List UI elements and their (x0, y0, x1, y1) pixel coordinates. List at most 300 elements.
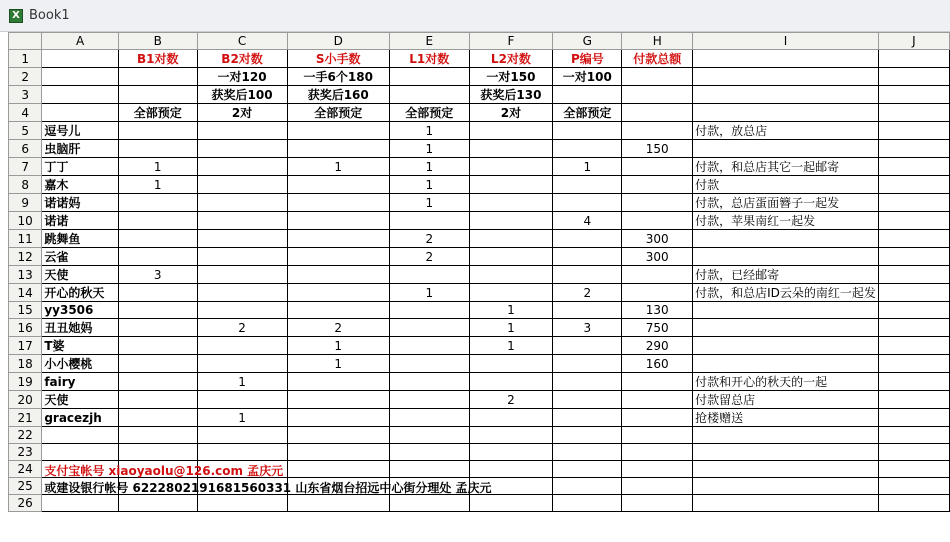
count-cell[interactable]: 4 (553, 212, 622, 230)
count-cell[interactable] (553, 266, 622, 284)
count-cell[interactable] (287, 284, 389, 302)
note-cell[interactable] (693, 248, 879, 266)
count-cell[interactable] (287, 122, 389, 140)
count-cell[interactable] (197, 230, 287, 248)
column-header-b[interactable]: B (118, 33, 197, 50)
header-cell-f1[interactable]: L2对数 (469, 50, 553, 68)
name-cell[interactable]: 嘉木 (42, 176, 119, 194)
row-header[interactable]: 6 (9, 140, 42, 158)
cell[interactable] (553, 478, 622, 495)
cell[interactable] (693, 495, 879, 512)
status-cell-e4[interactable]: 全部预定 (389, 104, 469, 122)
row-header[interactable]: 20 (9, 391, 42, 409)
count-cell[interactable] (118, 284, 197, 302)
count-cell[interactable] (197, 122, 287, 140)
count-cell[interactable] (197, 212, 287, 230)
note-cell[interactable]: 付款，和总店ID云朵的南红一起发 (693, 284, 879, 302)
note-cell[interactable]: 付款，放总店 (693, 122, 879, 140)
row-header[interactable]: 4 (9, 104, 42, 122)
count-cell[interactable]: 2 (389, 230, 469, 248)
total-cell[interactable] (622, 391, 693, 409)
count-cell[interactable] (287, 248, 389, 266)
cell[interactable] (878, 427, 949, 444)
count-cell[interactable] (553, 391, 622, 409)
count-cell[interactable]: 1 (287, 355, 389, 373)
total-cell[interactable]: 750 (622, 319, 693, 337)
count-cell[interactable] (118, 409, 197, 427)
count-cell[interactable] (118, 248, 197, 266)
count-cell[interactable] (469, 158, 553, 176)
count-cell[interactable] (553, 194, 622, 212)
name-cell[interactable]: 丑丑她妈 (42, 319, 119, 337)
row-header[interactable]: 11 (9, 230, 42, 248)
count-cell[interactable]: 1 (389, 158, 469, 176)
cell[interactable] (878, 409, 949, 427)
column-header-d[interactable]: D (287, 33, 389, 50)
price-cell-f2[interactable]: 一对150 (469, 68, 553, 86)
count-cell[interactable]: 1 (469, 302, 553, 319)
total-cell[interactable]: 130 (622, 302, 693, 319)
note-cell[interactable]: 付款和开心的秋天的一起 (693, 373, 879, 391)
count-cell[interactable] (197, 337, 287, 355)
count-cell[interactable] (389, 266, 469, 284)
name-cell[interactable]: 云雀 (42, 248, 119, 266)
cell[interactable] (878, 337, 949, 355)
name-cell[interactable]: 跳舞鱼 (42, 230, 119, 248)
count-cell[interactable] (118, 391, 197, 409)
count-cell[interactable]: 1 (287, 158, 389, 176)
cell[interactable] (42, 86, 119, 104)
count-cell[interactable] (197, 427, 287, 444)
note-cell[interactable]: 付款，和总店其它一起邮寄 (693, 158, 879, 176)
count-cell[interactable] (287, 391, 389, 409)
status-cell-g4[interactable]: 全部预定 (553, 104, 622, 122)
row-header[interactable]: 22 (9, 427, 42, 444)
count-cell[interactable] (553, 355, 622, 373)
note-cell[interactable]: 付款，已经邮寄 (693, 266, 879, 284)
cell[interactable] (622, 461, 693, 478)
count-cell[interactable] (118, 230, 197, 248)
count-cell[interactable] (553, 248, 622, 266)
row-header[interactable]: 13 (9, 266, 42, 284)
row-header[interactable]: 5 (9, 122, 42, 140)
cell[interactable] (622, 478, 693, 495)
cell[interactable] (878, 391, 949, 409)
cell[interactable] (878, 86, 949, 104)
cell[interactable] (553, 86, 622, 104)
sheet-row-24 (9, 461, 950, 478)
name-cell[interactable]: 天使 (42, 391, 119, 409)
count-cell[interactable] (118, 444, 197, 461)
count-cell[interactable] (389, 355, 469, 373)
cell[interactable] (878, 248, 949, 266)
cell[interactable] (878, 266, 949, 284)
count-cell[interactable] (553, 427, 622, 444)
count-cell[interactable]: 3 (553, 319, 622, 337)
name-cell[interactable] (42, 444, 119, 461)
count-cell[interactable] (553, 337, 622, 355)
count-cell[interactable] (389, 212, 469, 230)
count-cell[interactable] (118, 373, 197, 391)
price-cell-d2[interactable]: 一手6个180 (287, 68, 389, 86)
row-header[interactable]: 19 (9, 373, 42, 391)
count-cell[interactable] (118, 319, 197, 337)
cell[interactable] (469, 495, 553, 512)
cell[interactable] (878, 478, 949, 495)
row-header[interactable]: 9 (9, 194, 42, 212)
cell[interactable] (878, 355, 949, 373)
total-cell[interactable] (622, 284, 693, 302)
count-cell[interactable] (287, 373, 389, 391)
table-row (9, 337, 950, 355)
price-cell-d3[interactable]: 获奖后160 (287, 86, 389, 104)
name-cell[interactable]: 逗号儿 (42, 122, 119, 140)
count-cell[interactable] (287, 302, 389, 319)
count-cell[interactable] (197, 302, 287, 319)
table-row (9, 427, 950, 444)
cell[interactable] (878, 319, 949, 337)
window-title: Book1 (29, 8, 70, 23)
column-header-a[interactable]: A (42, 33, 119, 50)
count-cell[interactable] (553, 302, 622, 319)
count-cell[interactable]: 1 (118, 158, 197, 176)
row-header[interactable]: 26 (9, 495, 42, 512)
status-cell-d4[interactable]: 全部预定 (287, 104, 389, 122)
header-cell-c1[interactable]: B2对数 (197, 50, 287, 68)
cell[interactable] (622, 68, 693, 86)
cell[interactable] (42, 68, 119, 86)
spreadsheet-grid[interactable] (8, 32, 950, 512)
count-cell[interactable] (197, 444, 287, 461)
count-cell[interactable]: 2 (197, 319, 287, 337)
column-header-h[interactable]: H (622, 33, 693, 50)
cell[interactable] (878, 284, 949, 302)
cell[interactable] (42, 495, 119, 512)
count-cell[interactable] (389, 444, 469, 461)
total-cell[interactable]: 290 (622, 337, 693, 355)
cell[interactable] (389, 461, 469, 478)
count-cell[interactable] (118, 122, 197, 140)
row-header[interactable]: 8 (9, 176, 42, 194)
name-cell[interactable]: yy3506 (42, 302, 119, 319)
count-cell[interactable]: 1 (389, 176, 469, 194)
count-cell[interactable] (469, 248, 553, 266)
cell[interactable] (693, 478, 879, 495)
cell[interactable] (878, 302, 949, 319)
price-cell-g2[interactable]: 一对100 (553, 68, 622, 86)
note-cell[interactable]: 抢楼赠送 (693, 409, 879, 427)
price-cell-f3[interactable]: 获奖后130 (469, 86, 553, 104)
count-cell[interactable] (287, 444, 389, 461)
count-cell[interactable] (469, 176, 553, 194)
count-cell[interactable] (197, 355, 287, 373)
cell[interactable] (878, 158, 949, 176)
cell[interactable] (118, 68, 197, 86)
table-row (9, 230, 950, 248)
cell[interactable] (197, 495, 287, 512)
note-cell[interactable]: 付款，苹果南红一起发 (693, 212, 879, 230)
status-cell-b4[interactable]: 全部预定 (118, 104, 197, 122)
count-cell[interactable]: 2 (389, 248, 469, 266)
cell[interactable] (878, 140, 949, 158)
table-row (9, 212, 950, 230)
cell[interactable] (622, 495, 693, 512)
note-cell[interactable] (693, 140, 879, 158)
column-header-i[interactable]: I (693, 33, 879, 50)
count-cell[interactable]: 1 (197, 373, 287, 391)
count-cell[interactable] (197, 284, 287, 302)
row-header[interactable]: 21 (9, 409, 42, 427)
cell[interactable] (693, 86, 879, 104)
total-cell[interactable]: 160 (622, 355, 693, 373)
status-cell-f4[interactable]: 2对 (469, 104, 553, 122)
column-header-e[interactable]: E (389, 33, 469, 50)
count-cell[interactable] (469, 409, 553, 427)
total-cell[interactable] (622, 266, 693, 284)
cell[interactable] (553, 461, 622, 478)
count-cell[interactable] (287, 427, 389, 444)
alipay-account-cell[interactable] (42, 461, 284, 478)
total-cell[interactable] (622, 158, 693, 176)
count-cell[interactable] (469, 355, 553, 373)
count-cell[interactable] (389, 337, 469, 355)
note-cell[interactable] (693, 230, 879, 248)
total-cell[interactable] (622, 427, 693, 444)
count-cell[interactable]: 1 (197, 409, 287, 427)
row-header[interactable]: 2 (9, 68, 42, 86)
select-all-corner[interactable] (9, 33, 42, 50)
count-cell[interactable] (389, 427, 469, 444)
name-cell[interactable]: gracezjh (42, 409, 119, 427)
count-cell[interactable] (118, 427, 197, 444)
count-cell[interactable] (469, 122, 553, 140)
total-cell[interactable] (622, 409, 693, 427)
row-header[interactable]: 18 (9, 355, 42, 373)
cell[interactable] (469, 461, 553, 478)
count-cell[interactable] (197, 248, 287, 266)
cell[interactable] (389, 86, 469, 104)
count-cell[interactable] (118, 302, 197, 319)
cell[interactable] (878, 230, 949, 248)
bank-account-cell[interactable] (42, 478, 492, 495)
count-cell[interactable] (287, 230, 389, 248)
count-cell[interactable] (469, 373, 553, 391)
cell[interactable] (878, 68, 949, 86)
count-cell[interactable] (553, 444, 622, 461)
row-header[interactable]: 3 (9, 86, 42, 104)
name-cell[interactable]: 虫脑肝 (42, 140, 119, 158)
count-cell[interactable] (118, 194, 197, 212)
count-cell[interactable] (469, 230, 553, 248)
note-cell[interactable] (693, 319, 879, 337)
count-cell[interactable]: 1 (389, 194, 469, 212)
price-cell-c2[interactable]: 一对120 (197, 68, 287, 86)
sheet-row-4 (9, 104, 950, 122)
count-cell[interactable]: 3 (118, 266, 197, 284)
count-cell[interactable] (118, 337, 197, 355)
count-cell[interactable] (553, 409, 622, 427)
cell[interactable] (42, 50, 119, 68)
count-cell[interactable]: 1 (118, 176, 197, 194)
row-header[interactable]: 7 (9, 158, 42, 176)
name-cell[interactable]: 丁丁 (42, 158, 119, 176)
count-cell[interactable] (553, 373, 622, 391)
count-cell[interactable]: 1 (553, 158, 622, 176)
count-cell[interactable] (287, 176, 389, 194)
total-cell[interactable]: 300 (622, 230, 693, 248)
note-cell[interactable]: 付款 (693, 176, 879, 194)
status-cell-c4[interactable]: 2对 (197, 104, 287, 122)
count-cell[interactable] (118, 355, 197, 373)
count-cell[interactable] (469, 212, 553, 230)
note-cell[interactable]: 付款，总店蛋面簪子一起发 (693, 194, 879, 212)
count-cell[interactable] (389, 302, 469, 319)
column-header-j[interactable]: J (878, 33, 949, 50)
count-cell[interactable]: 1 (469, 337, 553, 355)
count-cell[interactable] (469, 427, 553, 444)
name-cell[interactable]: 天使 (42, 266, 119, 284)
total-cell[interactable] (622, 122, 693, 140)
count-cell[interactable]: 2 (287, 319, 389, 337)
row-header[interactable]: 10 (9, 212, 42, 230)
count-cell[interactable] (197, 158, 287, 176)
count-cell[interactable] (389, 409, 469, 427)
count-cell[interactable] (553, 140, 622, 158)
count-cell[interactable] (287, 409, 389, 427)
cell[interactable] (622, 104, 693, 122)
cell[interactable] (693, 68, 879, 86)
count-cell[interactable]: 2 (469, 391, 553, 409)
header-cell-d1[interactable]: S小手数 (287, 50, 389, 68)
cell[interactable] (878, 194, 949, 212)
header-cell-e1[interactable]: L1对数 (389, 50, 469, 68)
row-header[interactable]: 1 (9, 50, 42, 68)
count-cell[interactable] (287, 212, 389, 230)
total-cell[interactable] (622, 176, 693, 194)
count-cell[interactable]: 1 (389, 140, 469, 158)
name-cell[interactable] (42, 427, 119, 444)
count-cell[interactable] (118, 212, 197, 230)
count-cell[interactable] (469, 266, 553, 284)
note-cell[interactable] (693, 337, 879, 355)
note-cell[interactable] (693, 302, 879, 319)
cell[interactable] (878, 176, 949, 194)
note-cell[interactable]: 付款留总店 (693, 391, 879, 409)
total-cell[interactable]: 150 (622, 140, 693, 158)
cell[interactable] (118, 86, 197, 104)
cell[interactable] (389, 68, 469, 86)
cell[interactable] (878, 461, 949, 478)
total-cell[interactable] (622, 373, 693, 391)
row-header[interactable]: 15 (9, 302, 42, 319)
column-header-c[interactable]: C (197, 33, 287, 50)
count-cell[interactable] (197, 140, 287, 158)
note-cell[interactable] (693, 355, 879, 373)
count-cell[interactable]: 2 (553, 284, 622, 302)
cell[interactable] (878, 495, 949, 512)
count-cell[interactable] (469, 140, 553, 158)
count-cell[interactable] (197, 194, 287, 212)
cell[interactable] (622, 86, 693, 104)
cell[interactable] (42, 104, 119, 122)
count-cell[interactable] (553, 176, 622, 194)
table-row (9, 319, 950, 337)
count-cell[interactable] (287, 194, 389, 212)
count-cell[interactable] (197, 391, 287, 409)
name-cell[interactable]: 诺诺 (42, 212, 119, 230)
name-cell[interactable]: 开心的秋天 (42, 284, 119, 302)
count-cell[interactable] (469, 444, 553, 461)
cell[interactable] (118, 495, 197, 512)
header-cell-b1[interactable]: B1对数 (118, 50, 197, 68)
count-cell[interactable]: 1 (469, 319, 553, 337)
name-cell[interactable]: 小小樱桃 (42, 355, 119, 373)
row-header[interactable]: 23 (9, 444, 42, 461)
row-header[interactable]: 12 (9, 248, 42, 266)
cell[interactable] (878, 50, 949, 68)
row-header[interactable]: 16 (9, 319, 42, 337)
cell[interactable] (878, 212, 949, 230)
cell[interactable] (553, 495, 622, 512)
count-cell[interactable] (469, 284, 553, 302)
cell[interactable] (878, 104, 949, 122)
count-cell[interactable] (287, 266, 389, 284)
name-cell[interactable]: 诺诺妈 (42, 194, 119, 212)
total-cell[interactable] (622, 212, 693, 230)
count-cell[interactable]: 1 (389, 284, 469, 302)
total-cell[interactable]: 300 (622, 248, 693, 266)
count-cell[interactable] (389, 373, 469, 391)
count-cell[interactable] (287, 140, 389, 158)
table-row (9, 158, 950, 176)
cell[interactable] (693, 461, 879, 478)
row-header[interactable]: 24 (9, 461, 42, 478)
column-header-f[interactable]: F (469, 33, 553, 50)
header-cell-h1[interactable]: 付款总额 (622, 50, 693, 68)
row-header[interactable]: 14 (9, 284, 42, 302)
cell[interactable] (878, 122, 949, 140)
count-cell[interactable] (197, 176, 287, 194)
count-cell[interactable] (389, 319, 469, 337)
column-header-g[interactable]: G (553, 33, 622, 50)
total-cell[interactable] (622, 194, 693, 212)
row-header[interactable]: 17 (9, 337, 42, 355)
note-cell[interactable] (693, 444, 879, 461)
name-cell[interactable]: fairy (42, 373, 119, 391)
cell[interactable] (693, 50, 879, 68)
note-cell[interactable] (693, 427, 879, 444)
count-cell[interactable] (553, 122, 622, 140)
count-cell[interactable] (389, 391, 469, 409)
count-cell[interactable] (469, 194, 553, 212)
count-cell[interactable] (553, 230, 622, 248)
price-cell-c3[interactable]: 获奖后100 (197, 86, 287, 104)
header-cell-g1[interactable]: P编号 (553, 50, 622, 68)
count-cell[interactable]: 1 (389, 122, 469, 140)
cell[interactable] (287, 461, 389, 478)
cell[interactable] (389, 495, 469, 512)
name-cell[interactable]: T婆 (42, 337, 119, 355)
total-cell[interactable] (622, 444, 693, 461)
cell[interactable] (878, 444, 949, 461)
count-cell[interactable] (118, 140, 197, 158)
count-cell[interactable]: 1 (287, 337, 389, 355)
row-header[interactable]: 25 (9, 478, 42, 495)
cell[interactable] (287, 495, 389, 512)
count-cell[interactable] (197, 266, 287, 284)
cell[interactable] (878, 373, 949, 391)
cell[interactable] (693, 104, 879, 122)
